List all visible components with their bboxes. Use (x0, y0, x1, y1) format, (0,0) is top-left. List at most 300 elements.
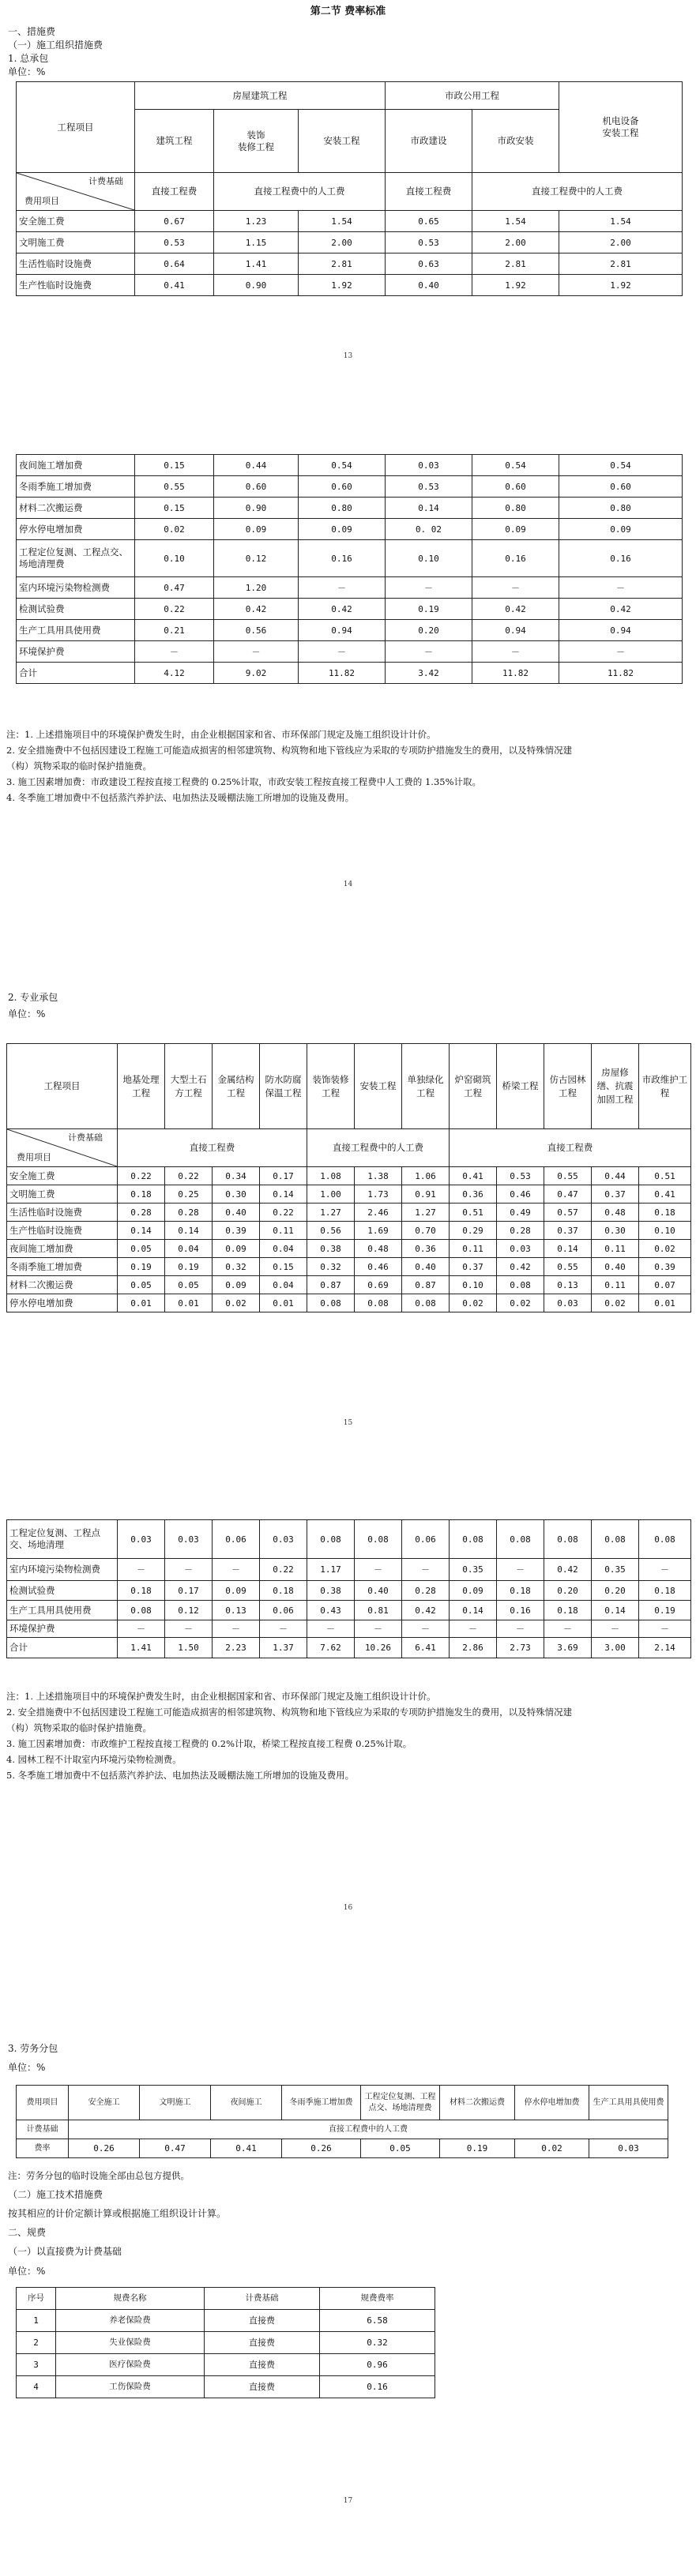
page-number: 15 (343, 1419, 353, 1427)
table-row (17, 455, 683, 476)
rate-cell: 0.07 (639, 1276, 691, 1294)
note-line: 2. 安全措施费中不包括因建设工程施工可能造成损害的相邻建筑物、构筑物和地下管线应为采取的专项防护措施发生的费用，以及特殊情况建 (6, 1707, 573, 1718)
rate-cell: 0.10 (135, 540, 214, 577)
rate-cell: 0.30 (213, 1185, 260, 1204)
note-line: 5. 冬季施工增加费中不包括蒸汽养护法、电加热法及暖棚法施工所增加的设施及费用。 (6, 1770, 355, 1781)
rate-cell: 1.27 (307, 1204, 355, 1222)
rate-cell: 0.48 (592, 1204, 639, 1222)
rate-cell: 0.02 (515, 2139, 589, 2158)
table-row (17, 540, 683, 577)
row-label: 检测试验费 (7, 1581, 118, 1601)
rate-cell: － (118, 1620, 165, 1638)
base-labor-cost: 直接工程费中的人工费 (307, 1129, 450, 1167)
row-label: 冬雨季施工增加费 (7, 1258, 118, 1276)
table-row (17, 577, 683, 599)
rate-cell: 0.14 (592, 1601, 639, 1620)
unit-label: 单位：% (8, 2062, 46, 2073)
page-number: 16 (343, 1904, 353, 1912)
page-number: 17 (343, 2497, 353, 2505)
notes-specialty-contract (6, 1688, 690, 1783)
col-header: 炉窑砌筑工程 (450, 1044, 497, 1129)
heading-specialty-contract: 2. 专业承包 (8, 992, 58, 1003)
rate-cell: 2.00 (299, 232, 386, 253)
rate-cell: 0.28 (402, 1581, 450, 1601)
base-labor-cost: 直接工程费中的人工费 (69, 2120, 668, 2139)
rate-cell: 0.64 (135, 253, 214, 275)
table-row (17, 275, 683, 296)
rate-cell: 0.15 (260, 1258, 307, 1276)
row-label: 材料二次搬运费 (17, 498, 135, 519)
table-cell: 6.58 (320, 2310, 435, 2332)
row-label: 生活性临时设施费 (17, 253, 135, 275)
table-row (17, 641, 683, 663)
rate-cell: 0.11 (592, 1240, 639, 1258)
rate-cell: － (213, 1559, 260, 1581)
rate-cell: 0.11 (260, 1222, 307, 1240)
col-municipal-build: 市政建设 (386, 110, 472, 173)
heading-general-contract: 1. 总承包 (8, 53, 49, 64)
rate-cell: 0.67 (135, 211, 214, 232)
rate-cell: 0.90 (214, 498, 299, 519)
rate-cell: 0.18 (639, 1581, 691, 1601)
unit-label: 单位：% (8, 1008, 46, 1020)
rate-cell: 0.37 (450, 1258, 497, 1276)
rate-cell: 0.01 (165, 1294, 213, 1312)
col-header: 费用项目 (17, 2086, 69, 2120)
col-header: 单独绿化工程 (402, 1044, 450, 1129)
rate-cell: － (402, 1559, 450, 1581)
rate-cell: 0.18 (544, 1601, 592, 1620)
table-row (17, 211, 683, 232)
table-row (7, 1258, 691, 1276)
rate-cell: 0.25 (165, 1185, 213, 1204)
table-row (7, 1204, 691, 1222)
rate-cell: 0.37 (592, 1185, 639, 1204)
rate-cell: － (135, 641, 214, 663)
rate-cell: 0.43 (307, 1601, 355, 1620)
rate-cell: 0.05 (118, 1276, 165, 1294)
note-line: 注：1. 上述措施项目中的环境保护费发生时，由企业根据国家和省、市环保部门规定及施工组织设计计价。 (6, 729, 436, 740)
page-number: 14 (343, 881, 353, 888)
table-row (7, 1276, 691, 1294)
rate-cell: 0.08 (402, 1294, 450, 1312)
table-row (17, 232, 683, 253)
rate-cell: 0.09 (472, 519, 559, 540)
rate-cell: － (639, 1559, 691, 1581)
rate-cell: 2.73 (497, 1638, 544, 1658)
rate-cell: 0.05 (361, 2139, 440, 2158)
table-row (17, 476, 683, 498)
table-cell: 2 (17, 2332, 56, 2354)
table-cell: 直接费 (205, 2354, 320, 2376)
rate-cell: 0.01 (118, 1294, 165, 1312)
rate-cell: 0.47 (544, 1185, 592, 1204)
rate-cell: 0.69 (355, 1276, 402, 1294)
table-row (17, 663, 683, 684)
rate-cell: 0.46 (355, 1258, 402, 1276)
rate-cell: 0.42 (214, 599, 299, 620)
rate-cell: 0.05 (118, 1240, 165, 1258)
rate-cell: 0.38 (307, 1581, 355, 1601)
rate-cell: 0.28 (497, 1222, 544, 1240)
rate-cell: 0.19 (386, 599, 472, 620)
note-line: （构）筑物采取的临时保护措施费。 (6, 1722, 152, 1733)
rate-cell: 0.32 (307, 1258, 355, 1276)
rate-cell: 0.53 (386, 232, 472, 253)
rate-cell: 0.14 (118, 1222, 165, 1240)
rate-cell: 0.55 (544, 1258, 592, 1276)
rate-cell: 0.22 (118, 1167, 165, 1185)
rate-cell: 0.19 (639, 1601, 691, 1620)
rate-cell: 0.39 (213, 1222, 260, 1240)
rate-cell: 0.54 (559, 455, 683, 476)
table-cell: 直接费 (205, 2376, 320, 2398)
rate-cell: 0.04 (165, 1240, 213, 1258)
rate-cell: 11.82 (472, 663, 559, 684)
rate-cell: 0.22 (135, 599, 214, 620)
rate-cell: 0.18 (639, 1204, 691, 1222)
rate-cell: 0.30 (592, 1222, 639, 1240)
rate-cell: 0.36 (450, 1185, 497, 1204)
rate-cell: 0.42 (402, 1601, 450, 1620)
rate-cell: － (497, 1620, 544, 1638)
rate-cell: 0.03 (118, 1520, 165, 1559)
rate-cell: 0.90 (214, 275, 299, 296)
rate-cell: 0.22 (260, 1559, 307, 1581)
rate-cell: － (165, 1559, 213, 1581)
rate-cell: 0.42 (497, 1258, 544, 1276)
rate-cell: 0.11 (450, 1240, 497, 1258)
fee-table-labor-subcontract (16, 2085, 668, 2158)
table-row (7, 1601, 691, 1620)
rate-cell: 0.08 (355, 1294, 402, 1312)
tech-measures-text: 按其相应的计价定额计算或根据施工组织设计计算。 (8, 2208, 227, 2219)
rate-cell: － (386, 577, 472, 599)
table-cell: 失业保险费 (56, 2332, 205, 2354)
rate-cell: 0.16 (559, 540, 683, 577)
row-label: 工程定位复测、工程点交、场地清理费 (17, 540, 135, 577)
row-label: 文明施工费 (7, 1185, 118, 1204)
table-row (17, 2354, 435, 2376)
base-direct-cost: 直接工程费 (386, 173, 472, 211)
note-line: 3. 施工因素增加费：市政维护工程按直接工程费的 0.2%计取，桥梁工程按直接工程费 0.25%计取。 (6, 1738, 412, 1749)
rate-cell: 2.81 (299, 253, 386, 275)
rate-cell: 0.12 (214, 540, 299, 577)
col-header: 规费名称 (56, 2288, 205, 2310)
heading-org-measures: （一）施工组织措施费 (8, 39, 103, 51)
rate-cell: 10.26 (355, 1638, 402, 1658)
rate-cell: 0.20 (592, 1581, 639, 1601)
base-direct-cost: 直接工程费 (450, 1129, 691, 1167)
rate-cell: － (213, 1620, 260, 1638)
rate-cell: 0.40 (386, 275, 472, 296)
rate-cell: － (260, 1620, 307, 1638)
rate-cell: 0.16 (299, 540, 386, 577)
note-line: 4. 冬季施工增加费中不包括蒸汽养护法、电加热法及暖棚法施工所增加的设施及费用。 (6, 792, 355, 803)
rate-cell: 0.35 (592, 1559, 639, 1581)
row-label: 冬雨季施工增加费 (17, 476, 135, 498)
rate-cell: 0.19 (165, 1258, 213, 1276)
rate-cell: 0.56 (214, 620, 299, 641)
rate-cell: 0.01 (260, 1294, 307, 1312)
col-header: 工程定位复测、工程点交、场地清理费 (361, 2086, 440, 2120)
rate-cell: 2.81 (472, 253, 559, 275)
row-label: 工程定位复测、工程点交、场地清理 (7, 1520, 118, 1559)
col-header: 序号 (17, 2288, 56, 2310)
rate-cell: 0.14 (544, 1240, 592, 1258)
rate-cell: 0.13 (213, 1601, 260, 1620)
rate-cell: 0.94 (559, 620, 683, 641)
row-label: 生产工具用具使用费 (17, 620, 135, 641)
rate-cell: 0.18 (118, 1581, 165, 1601)
rate-cell: 0.56 (307, 1222, 355, 1240)
rate-cell: 0.10 (386, 540, 472, 577)
rate-cell: 0.41 (135, 275, 214, 296)
rate-cell: － (450, 1620, 497, 1638)
unit-label: 单位：% (8, 66, 46, 77)
rate-cell: － (299, 577, 386, 599)
rate-cell: 0.53 (386, 476, 472, 498)
rate-cell: 0.42 (299, 599, 386, 620)
rate-cell: 0.03 (544, 1294, 592, 1312)
rate-cell: 0.91 (402, 1185, 450, 1204)
rate-cell: 11.82 (299, 663, 386, 684)
col-header: 文明施工 (140, 2086, 211, 2120)
rate-cell: 0.40 (592, 1258, 639, 1276)
rate-cell: 0.19 (118, 1258, 165, 1276)
rate-cell: 0.01 (639, 1294, 691, 1312)
rate-cell: 0.60 (559, 476, 683, 498)
rate-cell: 1.73 (355, 1185, 402, 1204)
rate-cell: 0.08 (450, 1520, 497, 1559)
col-header: 夜间施工 (211, 2086, 282, 2120)
rate-cell: 0.02 (639, 1240, 691, 1258)
rate-cell: 1.08 (307, 1167, 355, 1185)
rate-cell: 6.41 (402, 1638, 450, 1658)
col-header: 金属结构工程 (213, 1044, 260, 1129)
table-row (7, 1294, 691, 1312)
rate-cell: 3.00 (592, 1638, 639, 1658)
rate-cell: 0.39 (639, 1258, 691, 1276)
rate-cell: 0.05 (165, 1276, 213, 1294)
rate-cell: 0.08 (307, 1294, 355, 1312)
rate-cell: 0.38 (307, 1240, 355, 1258)
rate-cell: 0.19 (440, 2139, 515, 2158)
rate-cell: 0.26 (69, 2139, 140, 2158)
base-direct-cost: 直接工程费 (135, 173, 214, 211)
row-label: 文明施工费 (17, 232, 135, 253)
base-label: 计费基础 (88, 176, 123, 186)
table-row (17, 2332, 435, 2354)
rate-cell: 0.18 (260, 1581, 307, 1601)
unit-label: 单位：% (8, 2266, 46, 2277)
rate-cell: 9.02 (214, 663, 299, 684)
rate-cell: 1.15 (214, 232, 299, 253)
col-header: 计费基础 (205, 2288, 320, 2310)
rate-cell: 0.16 (472, 540, 559, 577)
rate-cell: 1.92 (559, 275, 683, 296)
table-row (7, 1620, 691, 1638)
rate-cell: 1.54 (472, 211, 559, 232)
rate-cell: 11.82 (559, 663, 683, 684)
col-building: 建筑工程 (135, 110, 214, 173)
rate-cell: 0.36 (402, 1240, 450, 1258)
group-municipal: 市政公用工程 (386, 82, 559, 110)
rate-cell: 0.09 (213, 1240, 260, 1258)
rate-cell: 1.23 (214, 211, 299, 232)
rate-cell: 1.92 (472, 275, 559, 296)
rate-cell: － (544, 1620, 592, 1638)
rate-cell: 0.15 (135, 455, 214, 476)
rate-cell: 0.11 (592, 1276, 639, 1294)
rate-cell: － (497, 1559, 544, 1581)
fee-table-general-contract (16, 81, 683, 296)
col-header: 仿古园林工程 (544, 1044, 592, 1129)
rate-cell: 0.54 (472, 455, 559, 476)
rate-cell: 0.09 (559, 519, 683, 540)
corner-project-header: 工程项目 (17, 82, 135, 173)
table-cell: 直接费 (205, 2310, 320, 2332)
rate-cell: 0.34 (213, 1167, 260, 1185)
rate-cell: 0.44 (592, 1167, 639, 1185)
rate-cell: － (355, 1620, 402, 1638)
rate-cell: 0.13 (544, 1276, 592, 1294)
rate-cell: 0.14 (386, 498, 472, 519)
base-corner-cell (7, 1129, 118, 1167)
heading-direct-base: （一）以直接费为计费基础 (8, 2246, 122, 2257)
rate-cell: － (118, 1559, 165, 1581)
table-row (17, 253, 683, 275)
table-cell: 医疗保险费 (56, 2354, 205, 2376)
rate-cell: 7.62 (307, 1638, 355, 1658)
rate-cell: 3.42 (386, 663, 472, 684)
fee-table-general-contract-cont (16, 454, 683, 684)
rate-cell: 1.50 (165, 1638, 213, 1658)
rate-cell: － (472, 577, 559, 599)
row-label: 合计 (7, 1638, 118, 1658)
col-header: 装饰装修工程 (307, 1044, 355, 1129)
rate-cell: 2.81 (559, 253, 683, 275)
table-row (7, 1581, 691, 1601)
rate-cell: 0.04 (260, 1276, 307, 1294)
rate-cell: 0.02 (135, 519, 214, 540)
rate-cell: － (307, 1620, 355, 1638)
rate-cell: 0.22 (260, 1204, 307, 1222)
note-line: 3. 施工因素增加费：市政建设工程按直接工程费的 0.25%计取，市政安装工程按直接工程费中人工费的 1.35%计取。 (6, 776, 481, 787)
rate-cell: 0.03 (260, 1520, 307, 1559)
rate-cell: 0.51 (639, 1167, 691, 1185)
rate-cell: － (639, 1620, 691, 1638)
rate-cell: 0.60 (214, 476, 299, 498)
group-building: 房屋建筑工程 (135, 82, 386, 110)
rate-cell: 0.10 (450, 1276, 497, 1294)
rate-cell: 0.22 (165, 1167, 213, 1185)
rate-cell: 0.08 (355, 1520, 402, 1559)
rate-cell: 0.53 (135, 232, 214, 253)
rate-cell: 0.14 (260, 1185, 307, 1204)
rate-cell: 2.00 (559, 232, 683, 253)
table-row (17, 519, 683, 540)
rate-cell: 0.81 (355, 1601, 402, 1620)
rate-cell: 0.54 (299, 455, 386, 476)
rate-cell: 0.63 (386, 253, 472, 275)
rate-cell: 0.26 (282, 2139, 361, 2158)
base-labor-cost: 直接工程费中的人工费 (214, 173, 386, 211)
row-label: 合计 (17, 663, 135, 684)
col-decoration: 装饰 装修工程 (214, 110, 299, 173)
rate-cell: － (214, 641, 299, 663)
fee-table-social-insurance (16, 2287, 435, 2398)
rate-cell: 0.08 (639, 1520, 691, 1559)
table-row (7, 1222, 691, 1240)
rate-cell: 0.20 (386, 620, 472, 641)
col-header: 规费费率 (320, 2288, 435, 2310)
rate-cell: 0.08 (307, 1520, 355, 1559)
rate-cell: 0.57 (544, 1204, 592, 1222)
row-label: 安全施工费 (17, 211, 135, 232)
rate-cell: 0.42 (544, 1559, 592, 1581)
table-cell: 0.32 (320, 2332, 435, 2354)
row-label: 检测试验费 (17, 599, 135, 620)
rate-cell: 0.14 (450, 1601, 497, 1620)
rate-cell: 2.00 (472, 232, 559, 253)
col-header: 停水停电增加费 (515, 2086, 589, 2120)
rate-cell: 1.92 (299, 275, 386, 296)
rate-cell: 0.42 (472, 599, 559, 620)
rate-cell: 0.47 (140, 2139, 211, 2158)
rate-cell: 0.16 (497, 1601, 544, 1620)
rate-cell: 1.38 (355, 1167, 402, 1185)
rate-cell: － (165, 1620, 213, 1638)
rate-cell: － (592, 1620, 639, 1638)
row-label: 材料二次搬运费 (7, 1276, 118, 1294)
rate-cell: 0.42 (559, 599, 683, 620)
col-header: 大型土石方工程 (165, 1044, 213, 1129)
note-labor: 注：劳务分包的临时设施全部由总包方提供。 (8, 2170, 190, 2181)
col-header: 市政维护工程 (639, 1044, 691, 1129)
table-row (17, 2376, 435, 2398)
rate-cell: 0.03 (165, 1520, 213, 1559)
rate-cell: 0.87 (402, 1276, 450, 1294)
rate-cell: 0.37 (544, 1222, 592, 1240)
base-labor-cost: 直接工程费中的人工费 (472, 173, 683, 211)
rate-cell: 0.09 (214, 519, 299, 540)
rate-cell: 0.48 (355, 1240, 402, 1258)
row-label: 夜间施工增加费 (17, 455, 135, 476)
rate-cell: 0. 02 (386, 519, 472, 540)
rate-cell: 1.06 (402, 1167, 450, 1185)
group-mech-install: 机电设备 安装工程 (559, 82, 683, 173)
rate-cell: 1.69 (355, 1222, 402, 1240)
rate-cell: 0.94 (472, 620, 559, 641)
col-header: 房屋修缮、抗震加固工程 (592, 1044, 639, 1129)
row-label: 生产性临时设施费 (7, 1222, 118, 1240)
row-label: 生活性临时设施费 (7, 1204, 118, 1222)
rate-cell: 2.23 (213, 1638, 260, 1658)
row-label: 室内环境污染物检测费 (17, 577, 135, 599)
col-header: 地基处理工程 (118, 1044, 165, 1129)
rate-cell: 0.32 (213, 1258, 260, 1276)
col-header: 生产工具用具使用费 (589, 2086, 668, 2120)
row-label: 室内环境污染物检测费 (7, 1559, 118, 1581)
table-row (17, 498, 683, 519)
col-header: 冬雨季施工增加费 (282, 2086, 361, 2120)
row-label: 夜间施工增加费 (7, 1240, 118, 1258)
rate-cell: 0.70 (402, 1222, 450, 1240)
rate-cell: 0.03 (386, 455, 472, 476)
rate-cell: 0.02 (497, 1294, 544, 1312)
rate-cell: 0.09 (213, 1581, 260, 1601)
